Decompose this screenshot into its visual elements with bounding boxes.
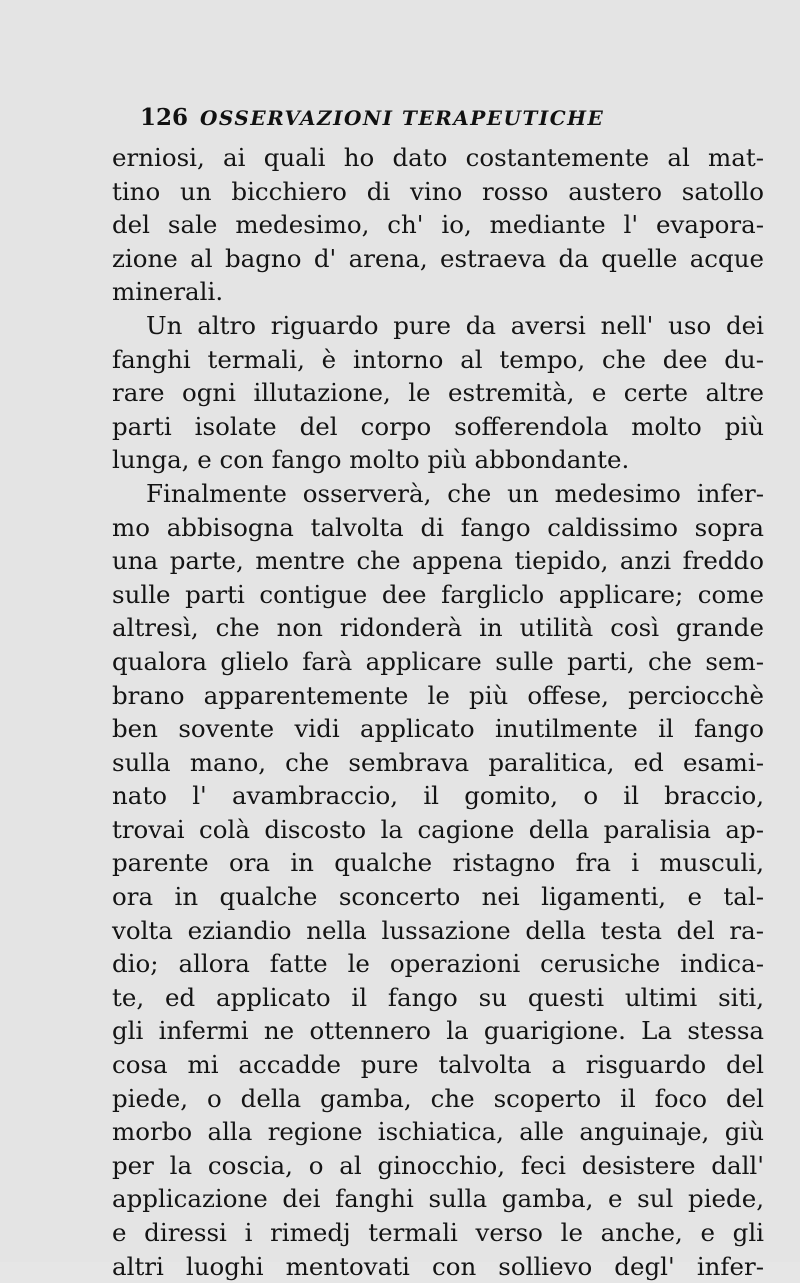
text-line: ben sovente vidi applicato inutilmente il fango bbox=[112, 714, 764, 744]
text-line: morbo alla regione ischiatica, alle anguinaje, giù bbox=[112, 1117, 764, 1147]
text-line: sulle parti contigue dee fargliclo applicare; come bbox=[112, 579, 764, 609]
text-line: Finalmente osserverà, che un medesimo infer- bbox=[146, 478, 764, 508]
text-line: altri luoghi mentovati con sollievo degl' infer- bbox=[112, 1251, 764, 1281]
text-line: ora in qualche sconcerto nei ligamenti, e tal- bbox=[112, 882, 764, 912]
text-line: tino un bicchiero di vino rosso austero satollo bbox=[112, 176, 764, 206]
text-line: lunga, e con fango molto più abbondante. bbox=[112, 445, 630, 475]
text-line: applicazione dei fanghi sulla gamba, e sul piede, bbox=[112, 1184, 764, 1214]
text-line: e diressi i rimedj termali verso le anche, e gli bbox=[112, 1218, 764, 1247]
text-line: sulla mano, che sembrava paralitica, ed esami- bbox=[112, 747, 764, 777]
text-line: trovai colà discosto la cagione della paralisia ap- bbox=[112, 814, 764, 844]
text-line: mo abbisogna talvolta di fango caldissimo sopra bbox=[112, 512, 764, 542]
body-text bbox=[112, 141, 764, 1283]
text-line: volta eziandio nella lussazione della testa del ra- bbox=[112, 915, 764, 945]
running-title: OSSERVAZIONI TERAPEUTICHE bbox=[200, 106, 605, 130]
text-line: una parte, mentre che appena tiepido, anzi freddo bbox=[112, 546, 764, 576]
text-line: per la coscia, o al ginocchio, feci desistere dall' bbox=[112, 1150, 764, 1180]
text-line: dio; allora fatte le operazioni cerusiche indica- bbox=[112, 949, 764, 979]
text-line: fanghi termali, è intorno al tempo, che dee du- bbox=[112, 344, 764, 374]
page-number: 126 bbox=[140, 104, 189, 131]
text-line: cosa mi accadde pure talvolta a risguardo del bbox=[112, 1050, 764, 1080]
text-line: altresì, che non ridonderà in utilità così grande bbox=[112, 613, 764, 643]
text-line: erniosi, ai quali ho dato costantemente al mat- bbox=[112, 143, 764, 172]
text-line: gli infermi ne ottennero la guarigione. La stessa bbox=[112, 1016, 764, 1046]
text-line: parti isolate del corpo sofferendola molto più bbox=[112, 411, 764, 441]
text-line: rare ogni illutazione, le estremità, e certe altre bbox=[112, 378, 764, 408]
paragraph bbox=[112, 141, 764, 309]
text-line: nato l' avambraccio, il gomito, o il braccio, bbox=[112, 781, 764, 811]
text-line: brano apparentemente le più offese, perciocchè bbox=[112, 680, 764, 710]
text-line: piede, o della gamba, che scoperto il foco del bbox=[112, 1083, 764, 1113]
page-header bbox=[140, 104, 700, 136]
text-line: te, ed applicato il fango su questi ultimi siti, bbox=[112, 982, 764, 1012]
text-line: parente ora in qualche ristagno fra i musculi, bbox=[112, 848, 764, 878]
paragraph bbox=[112, 309, 764, 477]
text-line: qualora glielo farà applicare sulle parti, che sem- bbox=[112, 646, 764, 676]
text-line: minerali. bbox=[112, 277, 224, 307]
text-line: zione al bagno d' arena, estraeva da quelle acque bbox=[112, 243, 764, 273]
text-line: Un altro riguardo pure da aversi nell' uso dei bbox=[146, 310, 764, 340]
paragraph bbox=[112, 477, 764, 1283]
text-line: del sale medesimo, ch' io, mediante l' evapora- bbox=[112, 210, 764, 240]
